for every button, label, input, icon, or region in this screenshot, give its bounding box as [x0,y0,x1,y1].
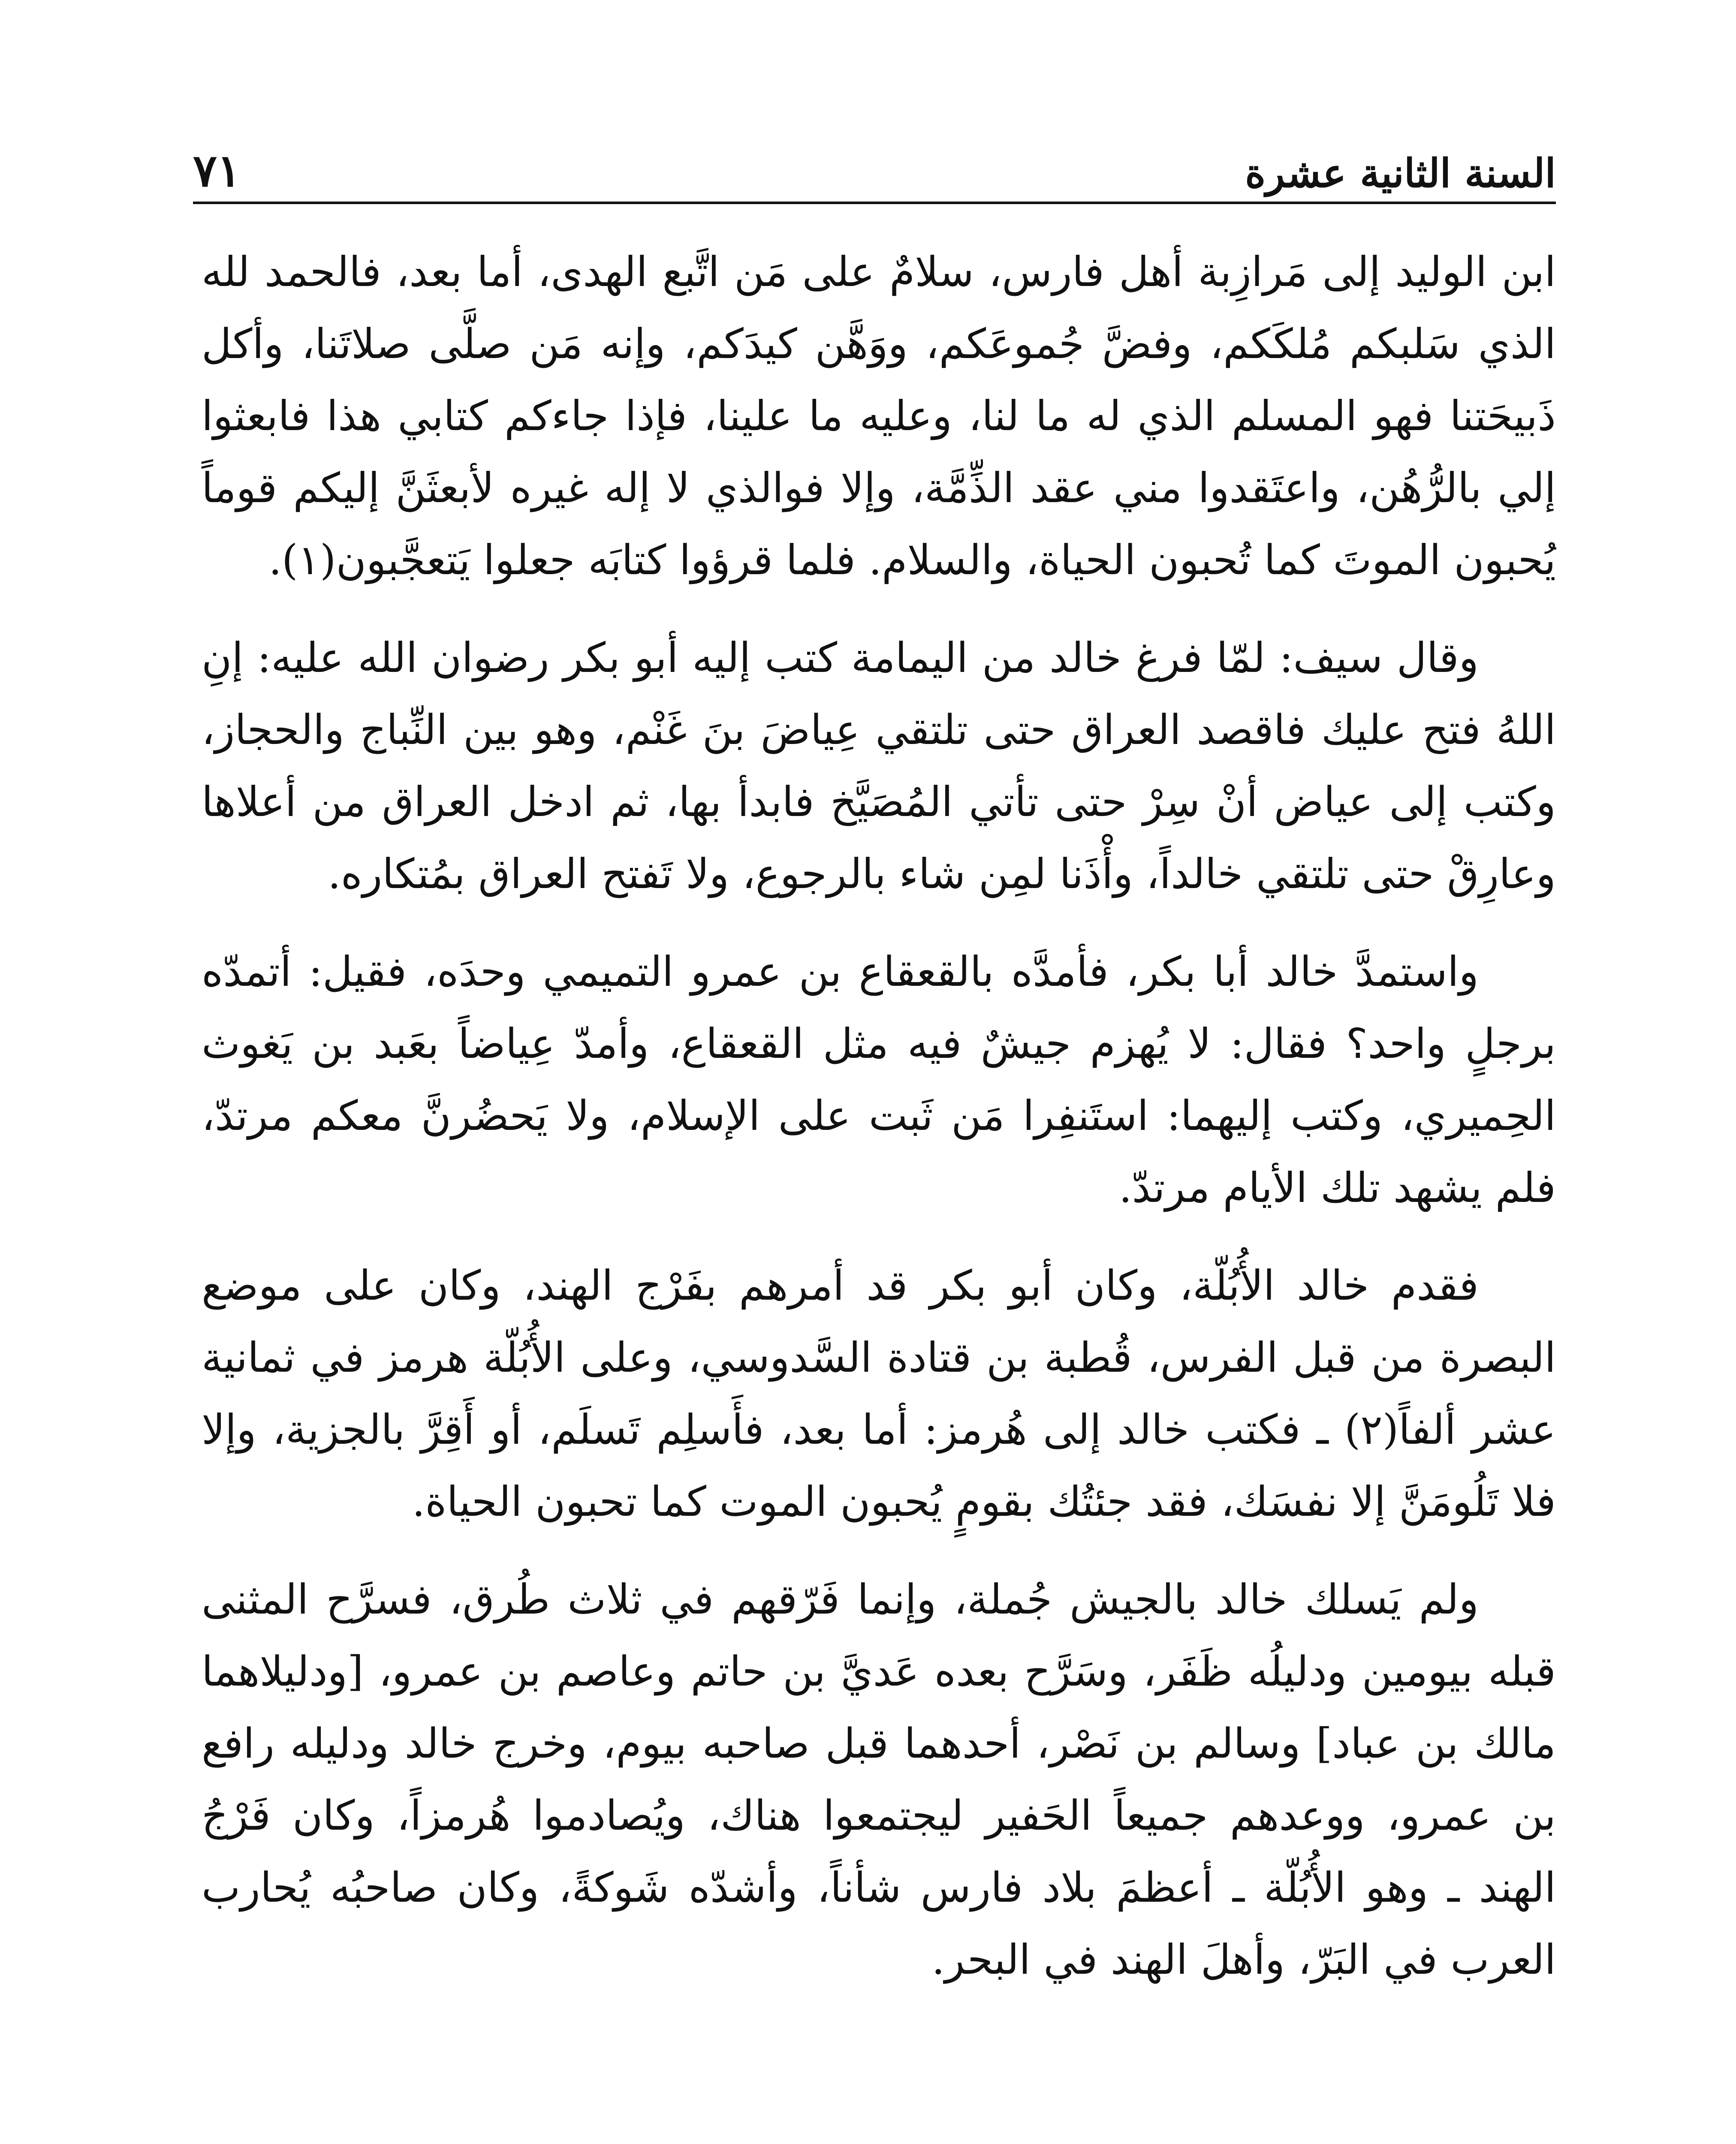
running-header [193,129,1556,197]
paragraph-1: ابن الوليد إلى مَرازِبة أهل فارس، سلامٌ على مَن اتَّبع الهدى، أما بعد، فالحمد لله الذي سَلبكم مُلكَكم، وفضَّ جُموعَكم، ووَهَّن كيدَكم، وإنه مَن صلَّى صلاتَنا، وأكل ذَبيحَتنا فهو المسلم الذي له ما لنا، وعليه ما علينا، فإذا جاءكم كتابي هذا فابعثوا إلي بالرُّهُن، واعتَقدوا مني عقد الذِّمَّة، وإلا فوالذي لا إله غيره لأبعثَنَّ إليكم قوماً يُحبون الموتَ كما تُحبون الحياة، والسلام. فلما قرؤوا كتابَه جعلوا يَتعجَّبون(١). [202,248,1556,584]
page-number: ٧١ [193,144,241,197]
paragraph-3: واستمدَّ خالد أبا بكر، فأمدَّه بالقعقاع بن عمرو التميمي وحدَه، فقيل: أتمدّه برجلٍ واحد؟ فقال: لا يُهزم جيشٌ فيه مثل القعقاع، وأمدّ عِياضاً بعَبد بن يَغوث الحِميري، وكتب إليهما: استَنفِرا مَن ثَبت على الإسلام، ولا يَحضُرنَّ معكم مرتدّ، فلم يشهد تلك الأيام مرتدّ. [202,948,1556,1212]
header-title: السنة الثانية عشرة [1245,150,1556,196]
paragraph-4: فقدم خالد الأُبُلّة، وكان أبو بكر قد أمرهم بفَرْج الهند، وكان على موضع البصرة من قبل الفرس، قُطبة بن قتادة السَّدوسي، وعلى الأُبُلّة هرمز في ثمانية عشر ألفاً(٢) ـ فكتب خالد إلى هُرمز: أما بعد، فأَسلِم تَسلَم، أو أَقِرَّ بالجزية، وإلا فلا تَلُومَنَّ إلا نفسَك، فقد جئتُك بقومٍ يُحبون الموت كما تحبون الحياة. [202,1262,1556,1526]
main-text [202,236,1556,2021]
header-divider [193,202,1556,204]
paragraph-5: ولم يَسلك خالد بالجيش جُملة، وإنما فَرّقهم في ثلاث طُرق، فسرَّح المثنى قبله بيومين ودليلُه ظَفَر، وسَرَّح بعده عَديَّ بن حاتم وعاصم بن عمرو، [ودليلاهما مالك بن عباد] وسالم بن نَصْر، أحدهما قبل صاحبه بيوم، وخرج خالد ودليله رافع بن عمرو، ووعدهم جميعاً الحَفير ليجتمعوا هناك، ويُصادموا هُرمزاً، وكان فَرْجُ الهند ـ وهو الأُبُلّة ـ أعظمَ بلاد فارس شأناً، وأشدّه شَوكةً، وكان صاحبُه يُحارب العرب في البَرّ، وأهلَ الهند في البحر. [202,1575,1556,1984]
paragraph-2: وقال سيف: لمّا فرغ خالد من اليمامة كتب إليه أبو بكر رضوان الله عليه: إنِ اللهُ فتح عليك فاقصد العراق حتى تلتقي عِياضَ بنَ غَنْم، وهو بين النِّباج والحجاز، وكتب إلى عياض أنْ سِرْ حتى تأتي المُصَيَّخ فابدأ بها، ثم ادخل العراق من أعلاها وعارِقْ حتى تلتقي خالداً، وأْذَنا لمِن شاء بالرجوع، ولا تَفتح العراق بمُتكاره. [202,634,1556,898]
